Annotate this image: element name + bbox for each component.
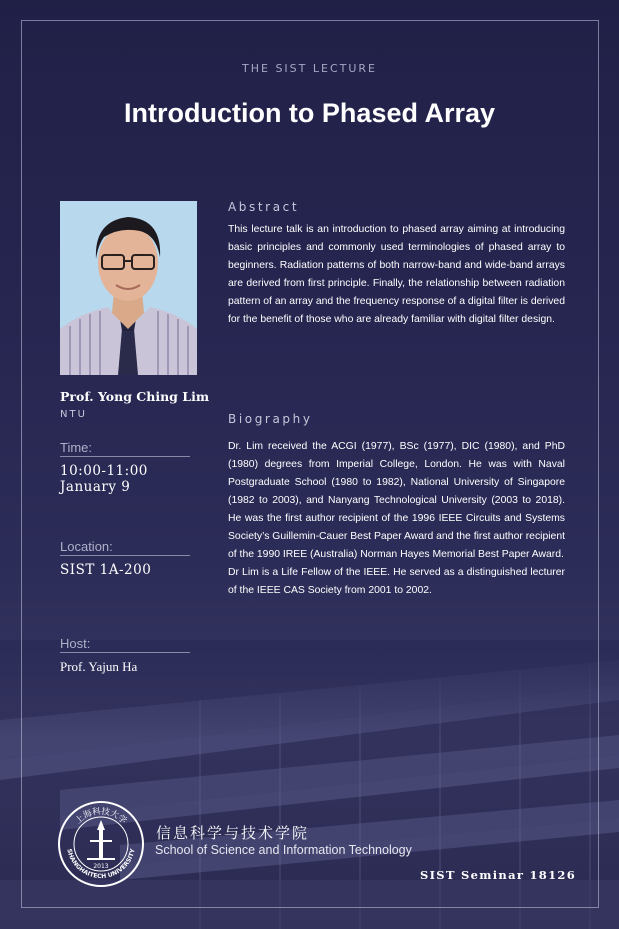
shanghaitech-university-logo bbox=[57, 800, 145, 888]
host-label: Host: bbox=[60, 636, 190, 653]
abstract-text bbox=[228, 221, 565, 329]
location-label: Location: bbox=[60, 539, 190, 556]
lecture-title: Introduction to Phased Array bbox=[123, 98, 496, 128]
abstract-paragraph: This lecture talk is an introduction to phased array aiming at introducing basic principles and commonly used terminologies of phased array to beginners. Radiation patterns of both narrow-band and wide-band arrays are derived from first principle. Finally, the relationship between radiation pattern of an array and the frequency response of a digital filter is derived for the benefit of those who are already familiar with digital filter design. bbox=[228, 224, 565, 325]
biography-heading: Biography bbox=[228, 412, 313, 426]
school-name-chinese: 信息科学与技术学院 bbox=[156, 824, 310, 842]
biography-paragraph-1: Dr. Lim received the ACGI (1977), BSc (1977), DIC (1980), and PhD (1980) degrees from Imperial College, London. He was with Naval Postgraduate School (1980 to 1982), National University of Singapore (1982 to 2003), and Nanyang Technological University (2003 to 2018). He was the first author recipient of the 1996 IEEE Circuits and Systems Society’s Guillemin-Cauer Best Paper Award and the first author recipient of the 1990 IREE (Australia) Norman Hayes Memorial Best Paper Award. bbox=[228, 441, 565, 560]
abstract-heading: Abstract bbox=[228, 200, 300, 214]
logo-year: 2013 bbox=[93, 863, 109, 870]
speaker-portrait-illustration bbox=[60, 201, 197, 375]
location-value: SIST 1A-200 bbox=[60, 562, 152, 578]
logo-text-bottom: SHANGHAITECH UNIVERSITY bbox=[65, 848, 137, 881]
seminar-id: SIST Seminar 18126 bbox=[420, 868, 576, 882]
biography-paragraph-2: Dr Lim is a Life Fellow of the IEEE. He served as a distinguished lecturer of the IEEE CAS Society from 2001 to 2002. bbox=[228, 567, 565, 596]
logo-text-top: 上海科技大学 bbox=[73, 806, 129, 827]
time-label: Time: bbox=[60, 440, 190, 457]
biography-text bbox=[228, 438, 565, 600]
event-date: January 9 bbox=[60, 479, 131, 495]
school-name-english: School of Science and Information Technology bbox=[155, 843, 412, 857]
speaker-photo bbox=[60, 201, 197, 375]
lecture-series-label: THE SIST LECTURE bbox=[242, 62, 377, 75]
speaker-affiliation: NTU bbox=[60, 409, 87, 420]
time-range: 10:00-11:00 bbox=[60, 463, 148, 479]
speaker-name: Prof. Yong Ching Lim bbox=[60, 389, 210, 404]
host-value: Prof. Yajun Ha bbox=[60, 659, 138, 674]
